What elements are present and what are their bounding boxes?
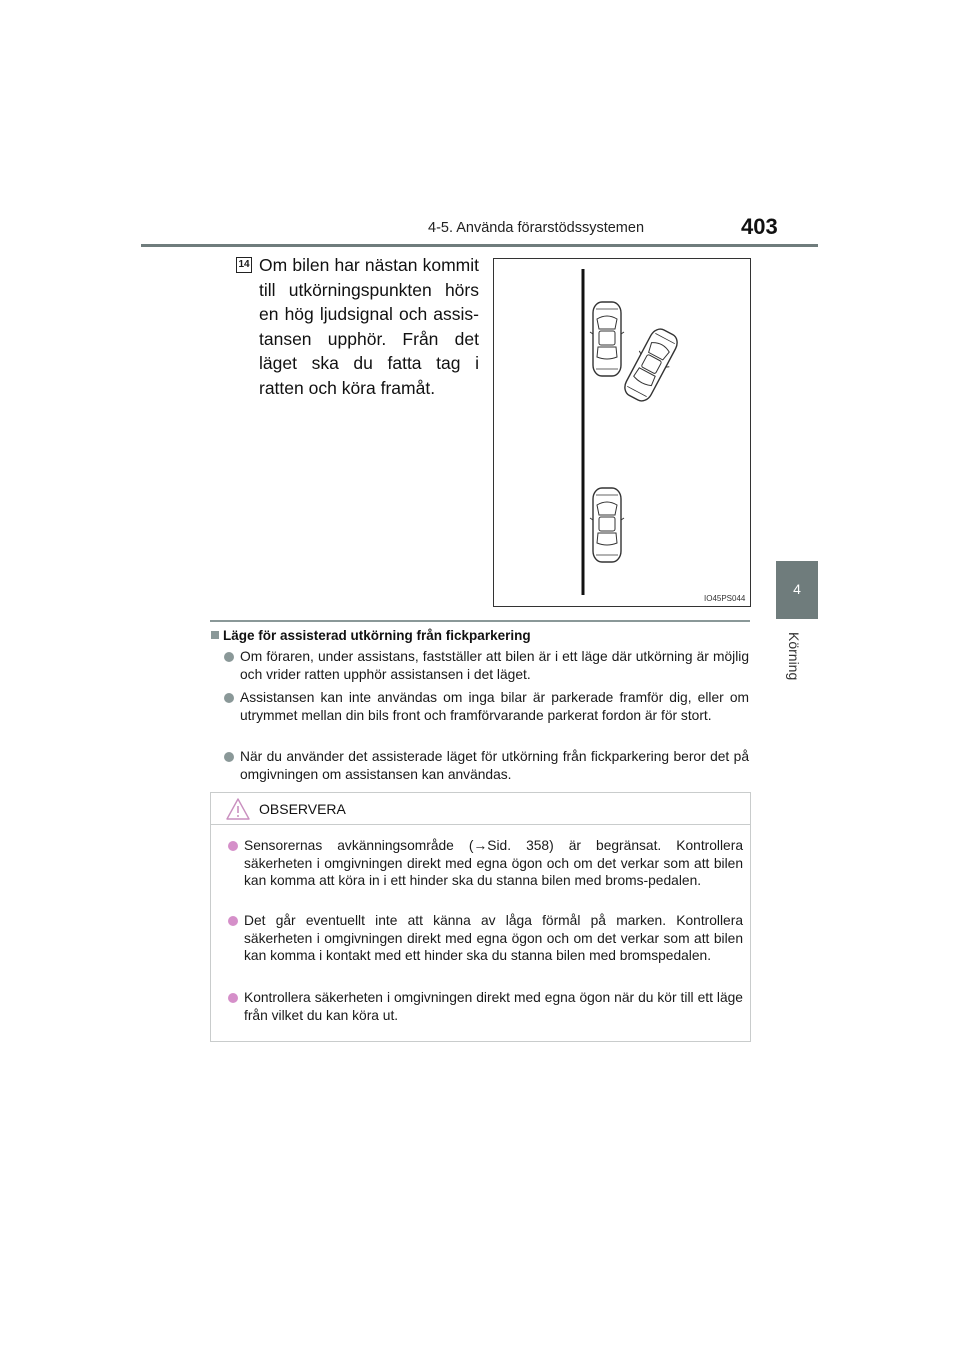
warning-triangle-icon [225,797,251,821]
caution-bullet [244,989,743,1024]
bullet-dot-icon [228,993,238,1003]
caution-bullet-text: Sensorernas avkänningsområde (→Sid. 358) är begränsat. Kontrollera säkerheten i omgivningen direkt med egna ögon och om det verkar som att bilen kan komma att köra in i ett hinder ska du stanna bilen med broms-pedalen. [244,838,743,888]
chapter-tab [776,561,818,619]
info-heading-text: Läge för assisterad utkörning från fickparkering [223,628,531,643]
caution-box [210,792,751,1042]
parking-illustration [493,258,751,607]
parked-car-front [590,302,624,376]
caution-title: OBSERVERA [259,801,346,817]
bullet-dot-icon [228,841,238,851]
parked-car-rear [590,488,624,562]
info-bullet [240,648,749,683]
heading-square-icon [211,631,219,639]
caution-bullet-text: Kontrollera säkerheten i omgivningen direkt med egna ögon när du kör till ett läge från vilket du kan köra ut. [244,990,743,1023]
chapter-label: Körning [786,632,802,681]
bullet-dot-icon [228,916,238,926]
bullet-dot-icon [224,752,234,762]
caution-bullet-text: Det går eventuellt inte att känna av låga förmål på marken. Kontrollera säkerheten i omgivningen direkt med egna ögon och om det verkar som att bilen kan komma i kontakt med ett hinder ska du stanna bilen med bromspedalen. [244,913,743,963]
bullet-dot-icon [224,693,234,703]
step-number-badge: 14 [236,257,252,273]
chapter-number: 4 [793,581,801,597]
caution-bullet [244,837,743,890]
info-bullet-text: När du använder det assisterade läget för utkörning från fickparkering beror det på omgivningen om assistansen kan användas. [240,749,749,782]
info-bullet [240,748,749,783]
step-text: Om bilen har nästan kommit till utkörningspunkten hörs en hög ljudsignal och assis-tansen upphör. Från det läget ska du fatta tag i ratten och köra framåt. [259,255,479,398]
info-bullet [240,689,749,724]
bullet-dot-icon [224,652,234,662]
header-rule [141,244,818,247]
section-title: 4-5. Använda förarstödssystemen [428,220,645,236]
illustration-code: IO45PS044 [704,594,746,603]
parking-diagram [494,259,750,606]
section-divider [210,620,750,622]
caution-divider [211,824,750,825]
info-heading [211,628,531,643]
page-number: 403 [741,214,778,239]
own-car-exiting [619,324,684,405]
info-bullet-text: Om föraren, under assistans, fastställer att bilen är i ett läge där utkörning är möjlig och vrider ratten upphör assistansen i det läget. [240,649,749,682]
info-bullet-text: Assistansen kan inte användas om inga bilar är parkerade framför dig, eller om utrymmet mellan din bils front och framförvarande parkerat fordon är för stort. [240,690,749,723]
caution-bullet [244,912,743,965]
